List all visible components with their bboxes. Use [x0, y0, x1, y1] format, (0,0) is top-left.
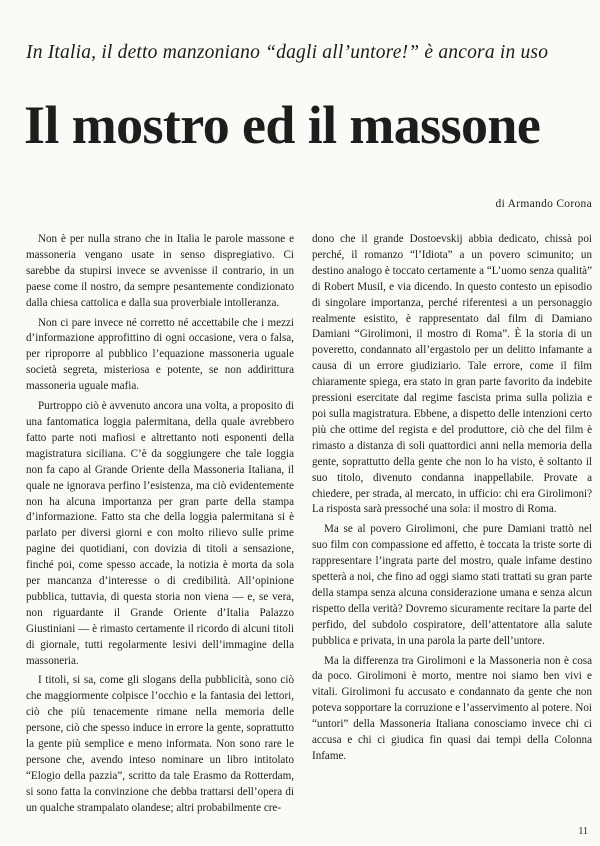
right-column [312, 232, 592, 769]
paragraph: I titoli, si sa, come gli slogans della pubblicità, sono ciò che maggiormente colpisce l’occhio e la fantasia dei lettori, ciò che più tenacemente rimane nella memoria delle persone, ciò che spesso induce in errore la gente, soprattutto la gente più semplice e meno informata. Non sono rare le persone che, avendo inteso nominare un libro intitolato “Elogio della pazzia”, scritto da tale Erasmo da Rotterdam, si sono fatta la convinzione che debba trattarsi dell’opera di un qualche strampalato olandese; altri probabilmente cre- [26, 674, 294, 814]
article-kicker: In Italia, il detto manzoniano “dagli all’untore!” è ancora in uso [26, 42, 549, 63]
paragraph: Purtroppo ciò è avvenuto ancora una volta, a proposito di una fantomatica loggia palermitana, della quale avrebbero fatto parte noti mafiosi e altrettanto noti esponenti della magistratura siciliana. C’è da soggiungere che tale loggia non fa capo al Grande Oriente della Massoneria Italiana, il quale ne ignorava perfino l’esistenza, ma ciò evidentemente non ha alcuna importanza per gran parte della stampa d’informazione. Fatto sta che della loggia palermitana si è parlato per diversi giorni e con molto rilievo sulle prime pagine dei quotidiani, con dovizia di titoli a sensazione, finché poi, come spesso accade, la notizia è morta da sola per mancanza d’interesse o di credibilità. All’opinione pubblica, tuttavia, di questa storia non viena — e, se vera, non riguardante il Grande Oriente d’Italia Palazzo Giustiniani — è rimasto certamente il ricordo di alcuni titoli di giornale, tutti regolarmente lesivi dell’immagine della massoneria. [26, 400, 294, 667]
left-column [26, 232, 294, 821]
paragraph: Non ci pare invece né corretto né accettabile che i mezzi d’informazione approfittino di ogni occasione, vera o falsa, per riproporre al pubblico l’equazione massoneria uguale società segreta, misteriosa e potente, se non addirittura massoneria uguale mafia. [26, 316, 294, 393]
article-byline: di Armando Corona [495, 198, 592, 210]
paragraph: Ma la differenza tra Girolimoni e la Massoneria non è cosa da poco. Girolimoni è morto, mentre noi siamo ben vivi e vitali. Girolimoni fu accusato e condannato da gente che non poteva sopportare la corruzione e l’asservimento al potere. Noi “untori” della Massoneria Italiana conosciamo invece chi ci accusa e chi ci giudica fin quasi dai tempi della Colonna Infame. [312, 654, 592, 762]
paragraph: dono che il grande Dostoevskij abbia dedicato, chissà poi perché, il romanzo “l’Idiota” a un povero scimunito; un destino analogo è toccato certamente a “L’uomo senza qualità” di Robert Musil, e via dicendo. In questo contesto un episodio di singolare importanza, perché riferentesi a un personaggio realmente esistito, è rappresentato dal film di Damiano Damiani “Girolimoni, il mostro di Roma”. È la storia di un poveretto, condannato all’ergastolo per un delitto infamante a causa di un errore giudiziario. Tale errore, come il film chiaramente spiega, era stato in gran parte favorito da indebite pressioni esercitate dal regime fascista prima sulla polizia e poi sulla magistratura. Ebbene, a dispetto delle intenzioni certo più che ottime del regista e del produttore, ciò che del film è rimasto a distanza di soli quattordici anni nella memoria della gente, soprattutto della gente che non lo ha visto, è soltanto il suo titolo, divenuto condanna inappellabile. Provate a chiedere, per strada, al mercato, in ufficio: chi era Girolimoni? La risposta sarà pressoché una sola: il mostro di Roma. [312, 233, 592, 516]
article-title: Il mostro ed il massone [24, 96, 541, 155]
paragraph: Ma se al povero Girolimoni, che pure Damiani trattò nel suo film con compassione ed affetto, è toccata la triste sorte di rappresentare l’ingrata parte del mostro, quale infame destino spetterà a noi, che fino ad oggi siamo stati trattati su gran parte della stampa senza alcuna considerazione umana e senza alcun rispetto della verità? Dovremo sicuramente recitare la parte del perfido, del subdolo cospiratore, dell’attentatore alla salute pubblica e privata, in una parola la parte dell’untore. [312, 523, 592, 647]
paragraph: Non è per nulla strano che in Italia le parole massone e massoneria vengano usate in senso dispregiativo. Ci sarebbe da stupirsi invece se avvenisse il contrario, in un paese come il nostro, da sempre pesantemente condizionato dalla chiesa cattolica e dalla sua proverbiale intolleranza. [26, 233, 294, 309]
page-number: 11 [578, 826, 588, 837]
